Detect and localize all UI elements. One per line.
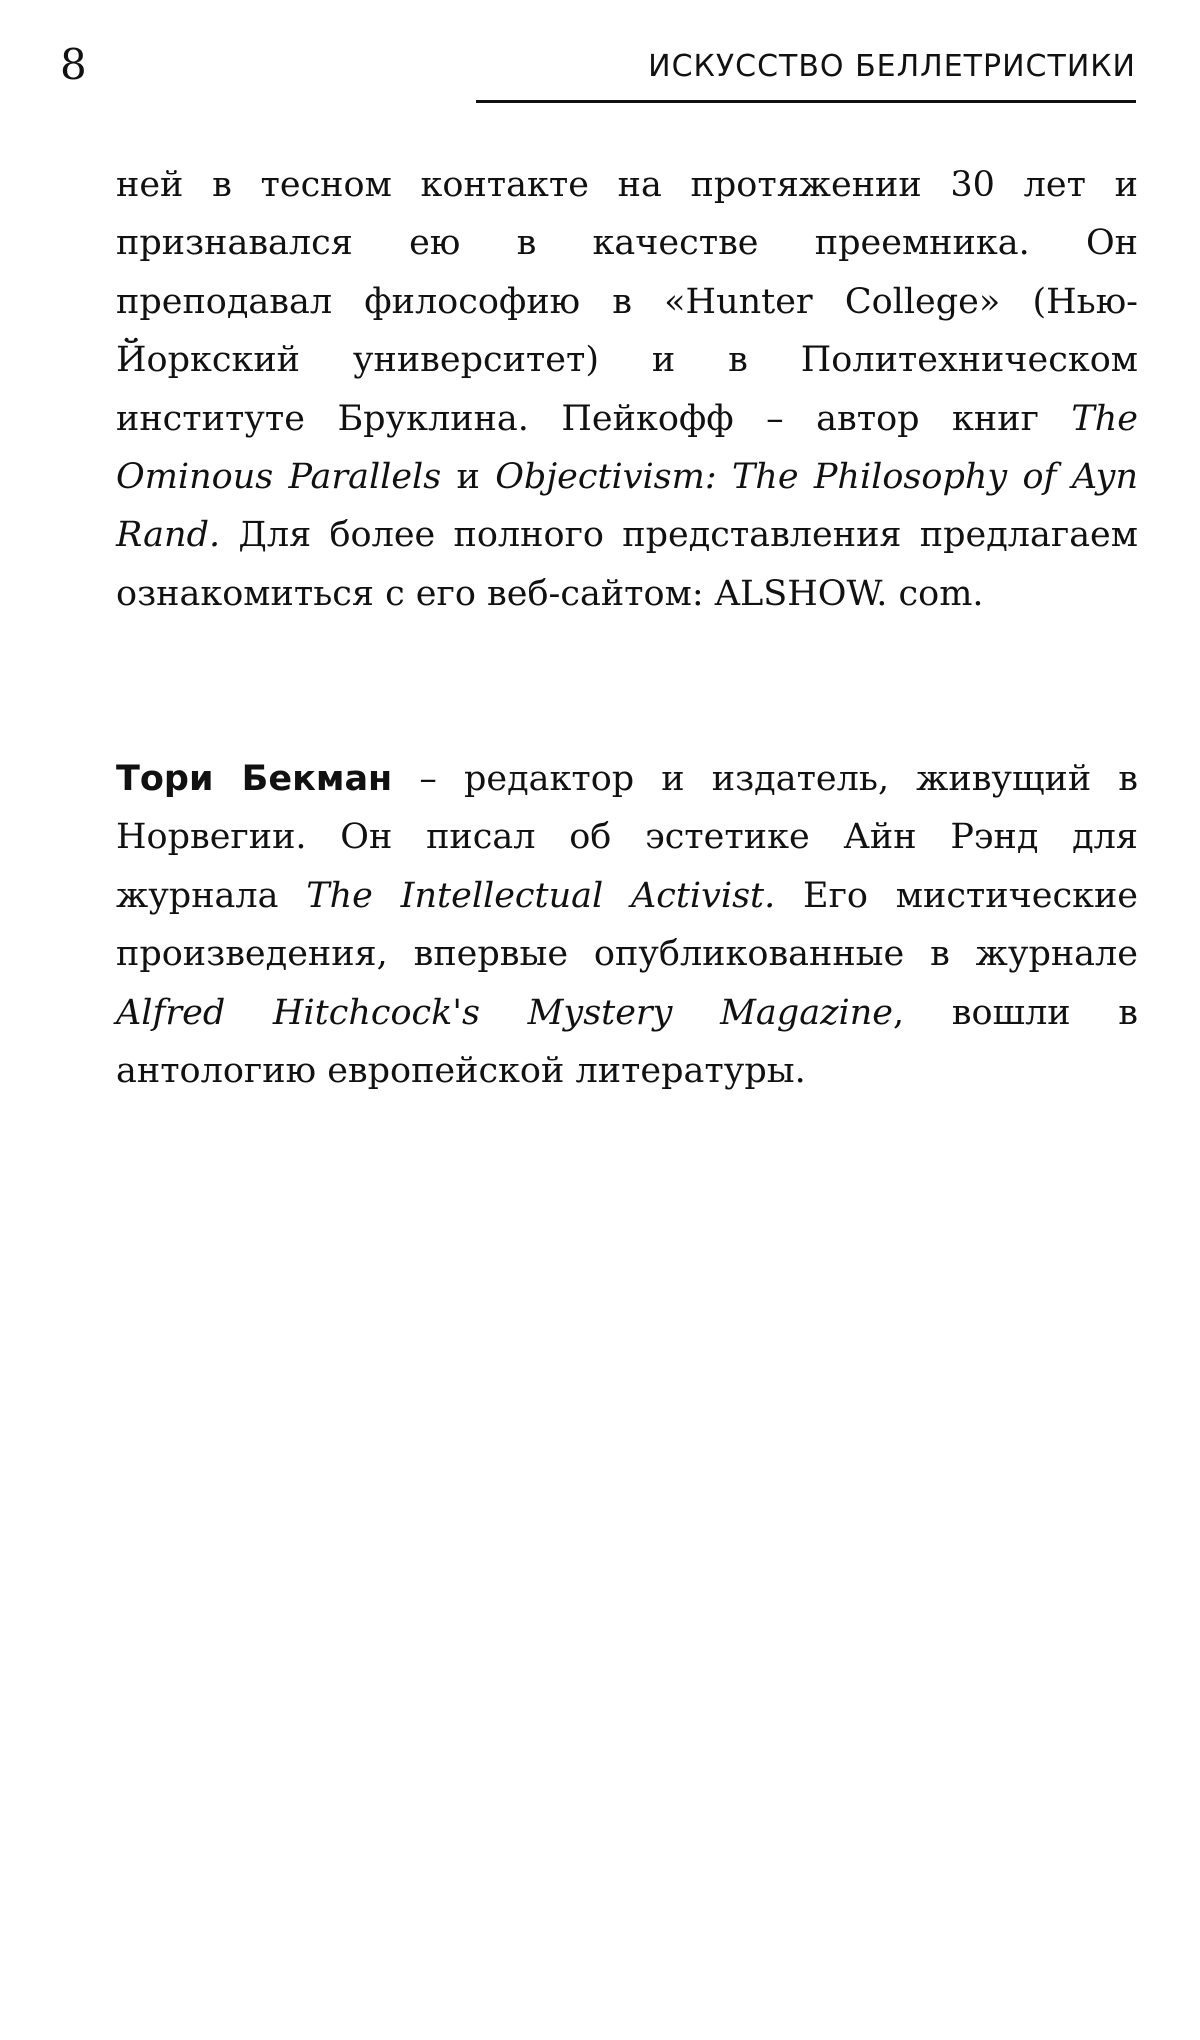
paragraph-beckman <box>116 750 1138 1100</box>
journal-title: Alfred Hitchcock's Mystery Magazine <box>116 992 893 1033</box>
journal-title: The Intellectual Activist. <box>306 875 776 916</box>
paragraph-text: Его мистические произведения, впервые опубликованные в журнале <box>116 875 1138 975</box>
book-title: Objectivism: The Philosophy of Ayn Rand. <box>116 457 1138 556</box>
book-title: The Ominous Parallels <box>116 398 1138 498</box>
page-number: 8 <box>60 40 87 89</box>
paragraph-text: ней в тесном контакте на протяжении 30 лет и признавался ею в качестве преемника. Он преподавал философию в «Hunter College» (Нью-Йоркский университет) и в Политехническом институте Бруклина. Пейкофф – автор книг <box>116 165 1138 439</box>
paragraph-text: , вошли в антологию европейской литературы. <box>116 992 1138 1092</box>
running-head: ИСКУССТВО БЕЛЛЕТРИСТИКИ <box>648 49 1136 84</box>
paragraph-text: – редактор и издатель, живущий в Норвегии. Он писал об эстетике Айн Рэнд для журнала <box>116 759 1138 916</box>
author-name: Тори Бекман <box>116 759 393 799</box>
paragraph-peikoff <box>116 156 1138 623</box>
paragraph-text: Для более полного представления предлагаем ознакомиться с его веб-сайтом: ALSHOW. com. <box>116 515 1138 614</box>
header-rule <box>476 100 1136 103</box>
paragraph-text: и <box>441 457 496 498</box>
